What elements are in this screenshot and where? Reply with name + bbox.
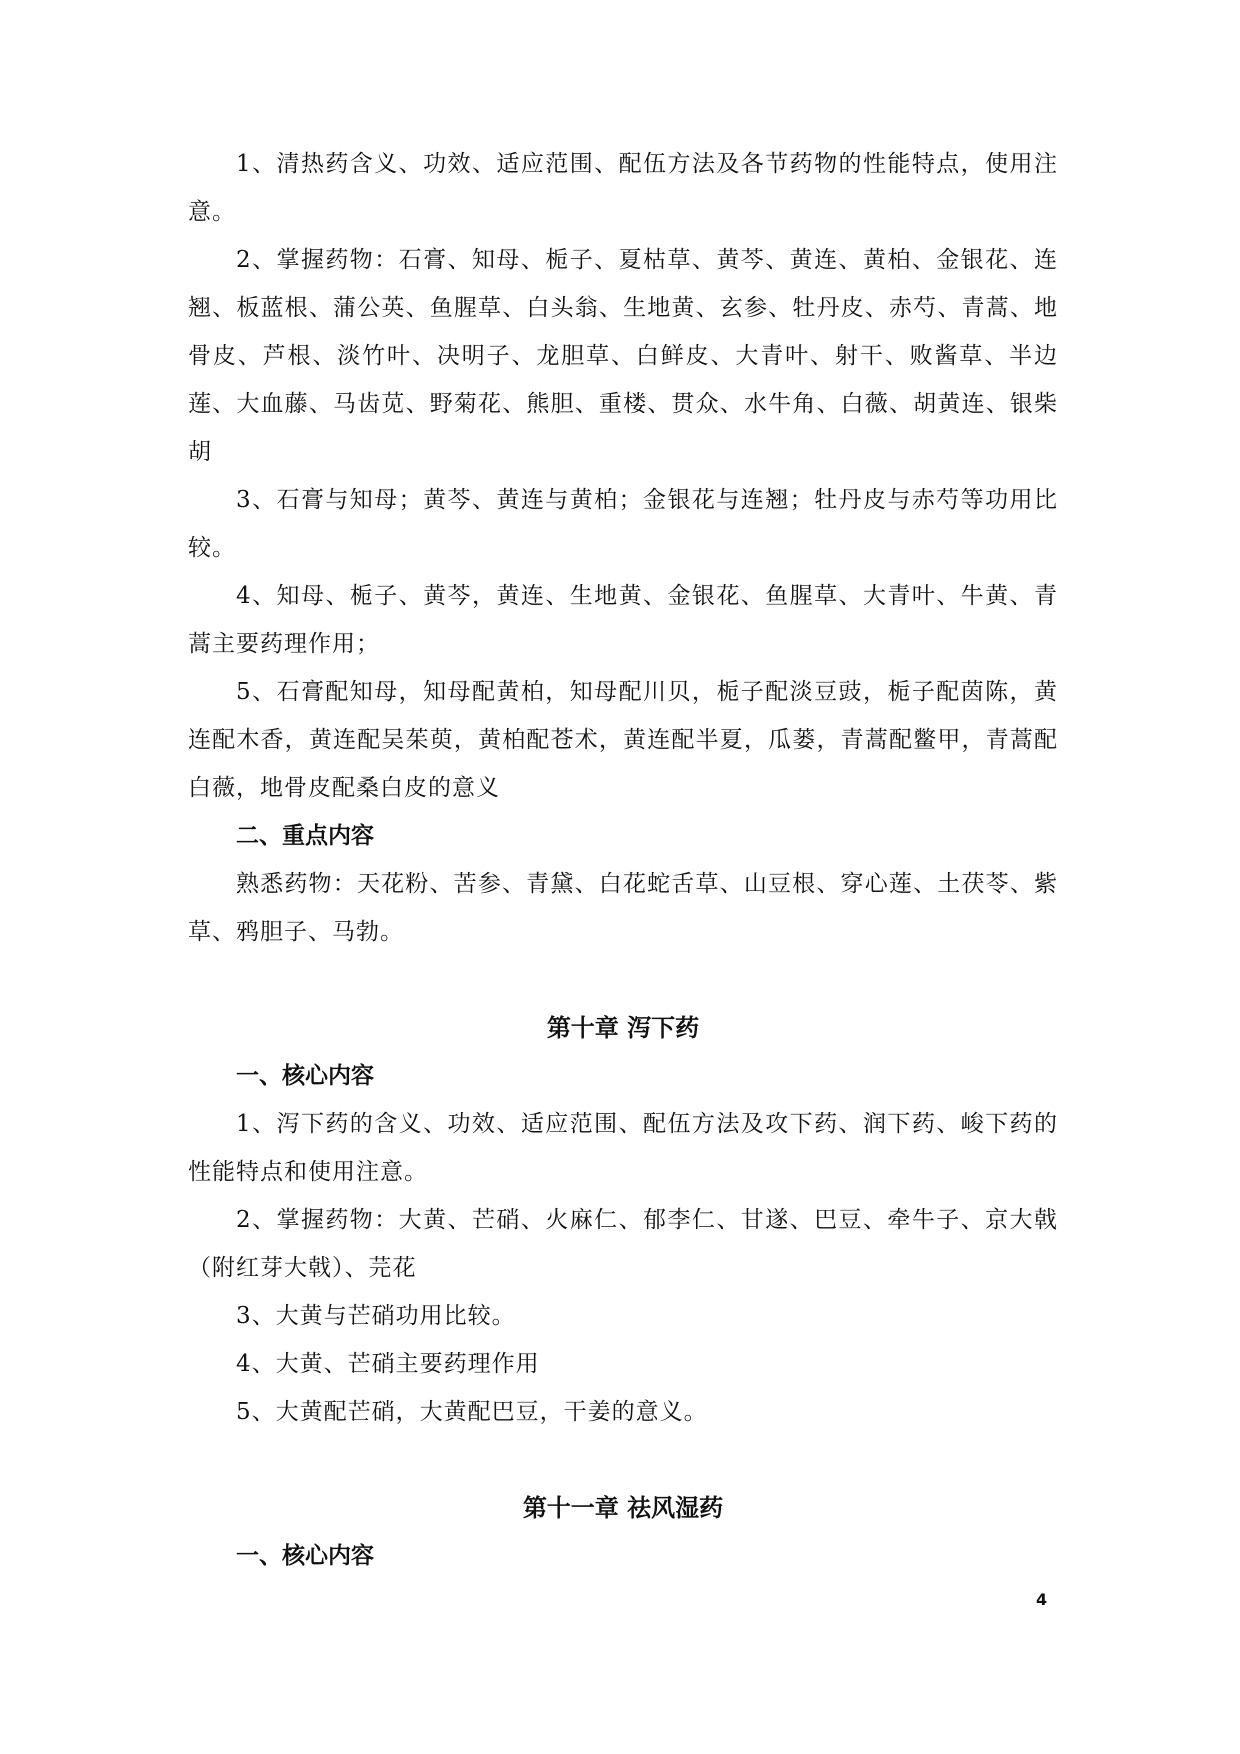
key-content-text: 熟悉药物：天花粉、苦参、青黛、白花蛇舌草、山豆根、穿心莲、土茯苓、紫草、鸦胆子、马勃。 — [188, 871, 1058, 945]
page-number: 4 — [1036, 1590, 1048, 1609]
ch10-item-4: 4、大黄、芒硝主要药理作用 — [236, 1351, 540, 1377]
ch10-item-2: 2、掌握药物：大黄、芒硝、火麻仁、郁李仁、甘遂、巴豆、牵牛子、京大戟（附红芽大戟）、芫花 — [188, 1207, 1058, 1281]
key-content-heading: 二、重点内容 — [236, 823, 374, 849]
ch10-item-3: 3、大黄与芒硝功用比较。 — [236, 1303, 516, 1329]
spacer — [188, 1436, 1058, 1484]
prev-item-5: 5、石膏配知母，知母配黄柏，知母配川贝，栀子配淡豆豉，栀子配茵陈，黄连配木香，黄连配吴茱萸，黄柏配苍术，黄连配半夏，瓜蒌，青蒿配鳖甲，青蒿配白薇，地骨皮配桑白皮的意义 — [188, 679, 1058, 801]
spacer — [188, 956, 1058, 1004]
prev-item-2: 2、掌握药物：石膏、知母、栀子、夏枯草、黄芩、黄连、黄柏、金银花、连翘、板蓝根、蒲公英、鱼腥草、白头翁、生地黄、玄参、牡丹皮、赤芍、青蒿、地骨皮、芦根、淡竹叶、决明子、龙胆草、白鲜皮、大青叶、射干、败酱草、半边莲、大血藤、马齿苋、野菊花、熊胆、重楼、贯众、水牛角、白薇、胡黄连、银柴胡 — [188, 247, 1058, 465]
prev-item-4: 4、知母、栀子、黄芩，黄连、生地黄、金银花、鱼腥草、大青叶、牛黄、青蒿主要药理作用； — [188, 583, 1058, 657]
ch10-item-1: 1、泻下药的含义、功效、适应范围、配伍方法及攻下药、润下药、峻下药的性能特点和使用注意。 — [188, 1111, 1058, 1185]
chapter-11-title: 第十一章 祛风湿药 — [522, 1494, 724, 1522]
prev-item-1: 1、清热药含义、功效、适应范围、配伍方法及各节药物的性能特点，使用注意。 — [188, 151, 1058, 225]
prev-item-3: 3、石膏与知母；黄芩、黄连与黄柏；金银花与连翘；牡丹皮与赤芍等功用比较。 — [188, 487, 1058, 561]
page-content — [188, 140, 1058, 1580]
chapter-10-core-heading: 一、核心内容 — [236, 1063, 374, 1089]
chapter-10-title: 第十章 泻下药 — [546, 1014, 700, 1042]
chapter-11-core-heading: 一、核心内容 — [236, 1543, 374, 1569]
ch10-item-5: 5、大黄配芒硝，大黄配巴豆，干姜的意义。 — [236, 1399, 708, 1425]
